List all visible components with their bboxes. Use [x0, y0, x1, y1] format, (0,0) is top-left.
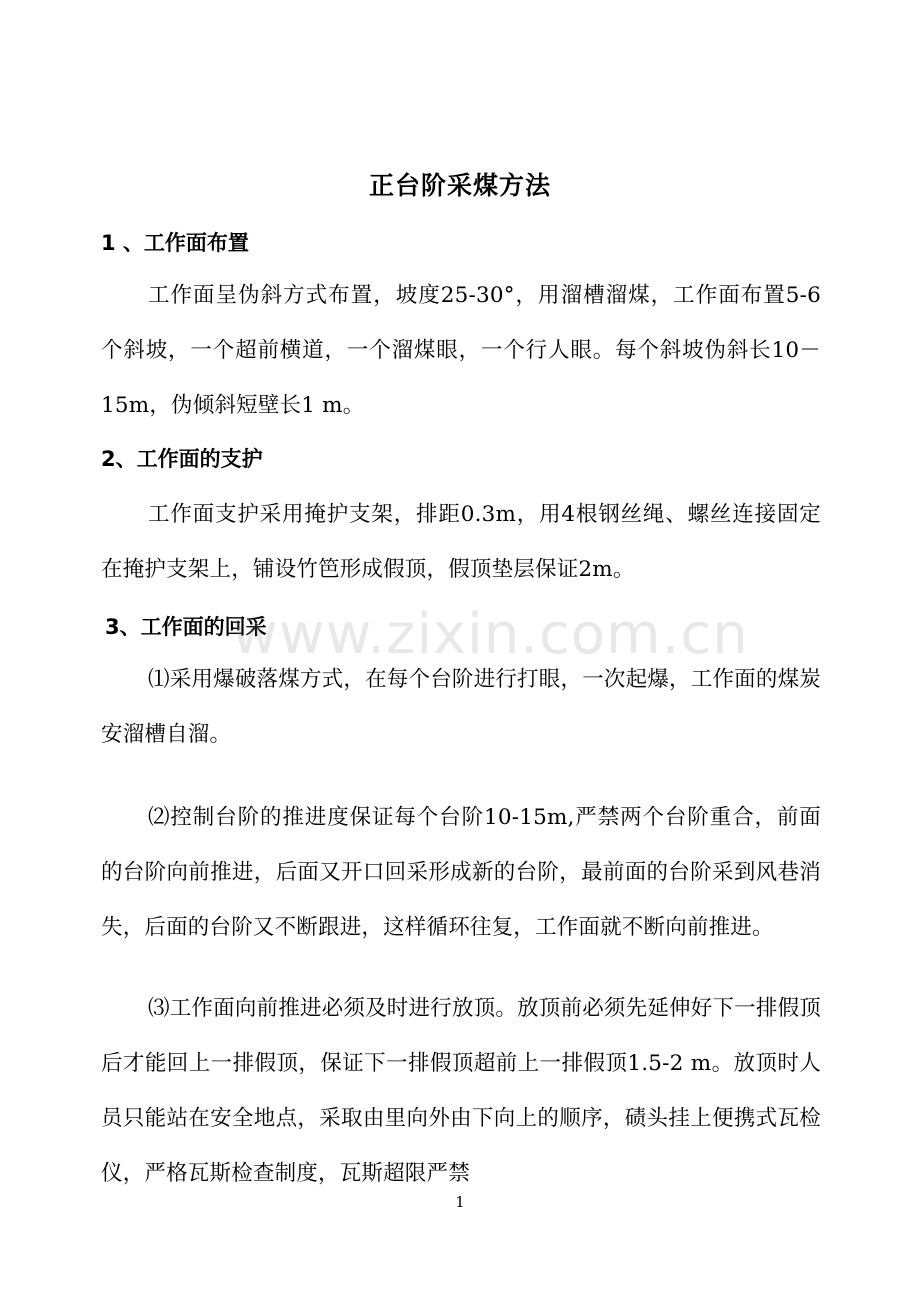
mining-paragraph-2: ⑵控制台阶的推进度保证每个台阶10-15m,严禁两个台阶重合，前面的台阶向前推进，后面又开口回采形成新的台阶，最前面的台阶采到风巷消失，后面的台阶又不断跟进，这样循环往复，工作面就不断向前推进。	[101, 805, 821, 940]
layout-paragraph: 工作面呈伪斜方式布置，坡度25-30°，用溜槽溜煤，工作面布置5-6个斜坡，一个超前横道，一个溜煤眼，一个行人眼。每个斜坡伪斜长10－15m，伪倾斜短壁长1 m。	[101, 283, 821, 418]
page-number: 1	[455, 1193, 465, 1211]
section-heading-layout: 1 、工作面布置	[101, 231, 249, 255]
section-heading-mining: 3、工作面的回采	[105, 615, 267, 639]
watermark: www.zixin.com.cn	[232, 602, 749, 667]
document-title: 正台阶采煤方法	[368, 171, 551, 200]
mining-paragraph-1: ⑴采用爆破落煤方式，在每个台阶进行打眼，一次起爆，工作面的煤炭安溜槽自溜。	[101, 667, 821, 747]
mining-paragraph-3: ⑶工作面向前推进必须及时进行放顶。放顶前必须先延伸好下一排假顶后才能回上一排假顶，保证下一排假顶超前上一排假顶1.5-2 m。放顶时人员只能站在安全地点，采取由里向外由下向上的顺序，碛头挂上便携式瓦检仪，严格瓦斯检查制度，瓦斯超限严禁	[101, 996, 821, 1186]
section-heading-support: 2、工作面的支护	[101, 447, 263, 471]
support-paragraph: 工作面支护采用掩护支架，排距0.3m，用4根钢丝绳、螺丝连接固定在掩护支架上，铺设竹笆形成假顶，假顶垫层保证2m。	[101, 502, 821, 582]
